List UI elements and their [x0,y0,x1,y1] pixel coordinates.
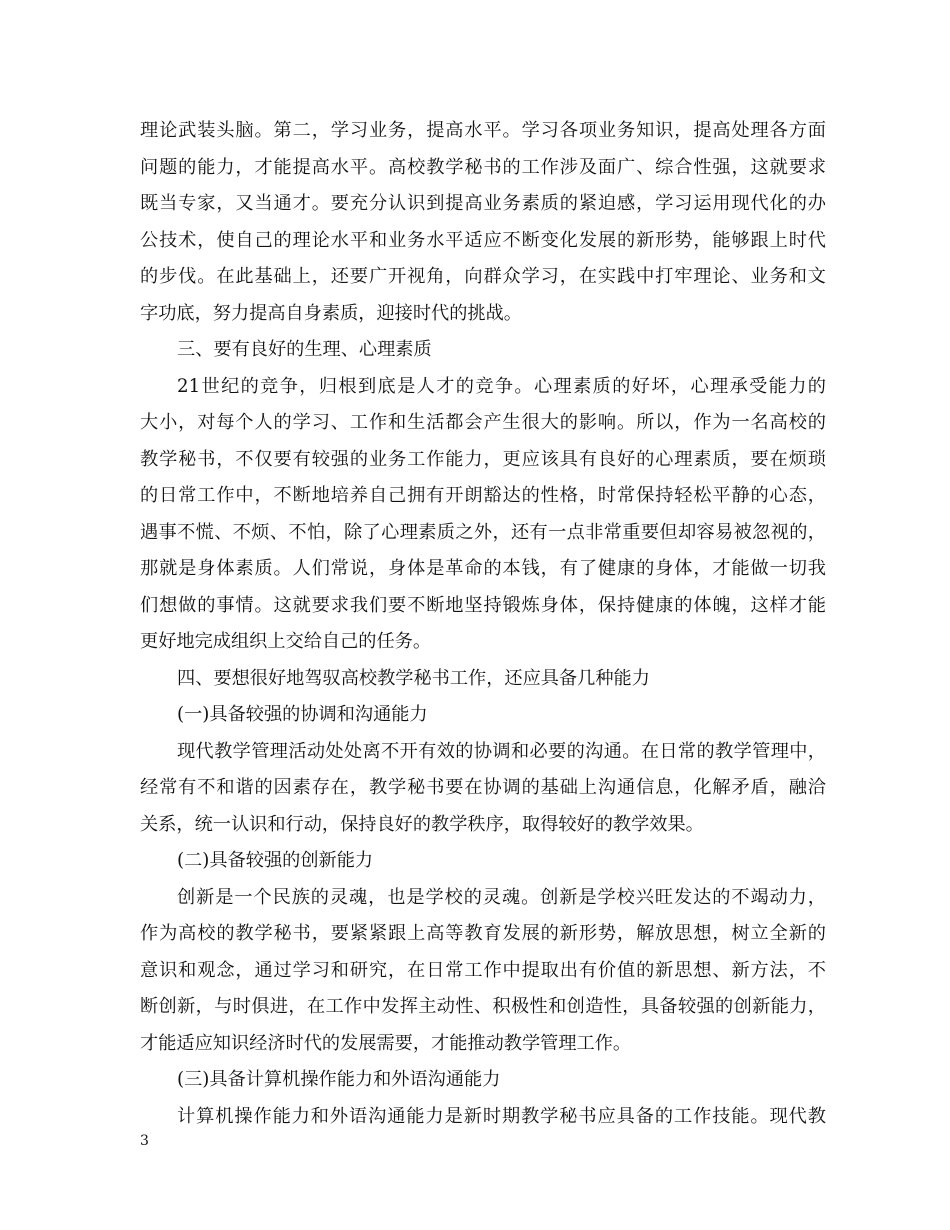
text-line: 字功底，努力提高自身素质，迎接时代的挑战。 [140,302,522,324]
text-line: 意识和观念，通过学习和研究，在日常工作中提取出有价值的新思想、新方法，不 [140,959,826,981]
document-body [140,113,826,1135]
text-line: 那就是身体素质。人们常说，身体是革命的本钱，有了健康的身体，才能做一切我 [140,558,826,579]
text-line: 的步伐。在此基础上，还要广开视角，向群众学习，在实践中打牢理论、业务和文 [140,266,826,287]
text-line: 既当专家，又当通才。要充分认识到提高业务素质的紧迫感，学习运用现代化的办 [140,193,826,214]
text-line: 理论武装头脑。第二，学习业务，提高水平。学习各项业务知识，提高处理各方面 [140,120,826,141]
text-line: (二)具备较强的创新能力 [177,850,374,871]
text-line: 经常有不和谐的因素存在，教学秘书要在协调的基础上沟通信息，化解矛盾，融洽 [140,777,826,798]
text-line: 公技术，使自己的理论水平和业务水平适应不断变化发展的新形势，能够跟上时代 [140,229,826,251]
text-line: 21世纪的竞争，归根到底是人才的竞争。心理素质的好坏，心理承受能力的 [177,375,826,397]
text-line: 四、要想很好地驾驭高校教学秘书工作，还应具备几种能力 [177,667,650,689]
text-line: 更好地完成组织上交给自己的任务。 [140,631,432,652]
text-line: 关系，统一认识和行动，保持良好的教学秩序，取得较好的教学效果。 [140,813,704,835]
text-line: 遇事不慌、不烦、不怕，除了心理素质之外，还有一点非常重要但却容易被忽视的， [140,521,826,543]
page-number: 3 [140,1133,149,1149]
text-line: 们想做的事情。这就要求我们要不断地坚持锻炼身体，保持健康的体魄，这样才能 [140,594,826,616]
text-line: 才能适应知识经济时代的发展需要，才能推动教学管理工作。 [140,1032,632,1054]
text-line: 计算机操作能力和外语沟通能力是新时期教学秘书应具备的工作技能。现代教 [177,1105,826,1127]
text-line: (三)具备计算机操作能力和外语沟通能力 [177,1069,501,1090]
text-line: 三、要有良好的生理、心理素质 [177,339,432,360]
text-line: 创新是一个民族的灵魂，也是学校的灵魂。创新是学校兴旺发达的不竭动力， [177,886,826,908]
text-line: 现代教学管理活动处处离不开有效的协调和必要的沟通。在日常的教学管理中， [177,740,826,762]
text-line: 断创新，与时俱进，在工作中发挥主动性、积极性和创造性，具备较强的创新能力， [140,996,826,1017]
text-line: 问题的能力，才能提高水平。高校教学秘书的工作涉及面广、综合性强，这就要求 [140,156,826,178]
text-line: 作为高校的教学秘书，要紧紧跟上高等教育发展的新形势，解放思想，树立全新的 [140,923,826,944]
text-line: 大小，对每个人的学习、工作和生活都会产生很大的影响。所以，作为一名高校的 [140,412,826,433]
text-line: (一)具备较强的协调和沟通能力 [177,704,428,725]
text-line: 的日常工作中，不断地培养自己拥有开朗豁达的性格，时常保持轻松平静的心态， [140,485,826,506]
text-line: 教学秘书，不仅要有较强的业务工作能力，更应该具有良好的心理素质，要在烦琐 [140,448,826,470]
